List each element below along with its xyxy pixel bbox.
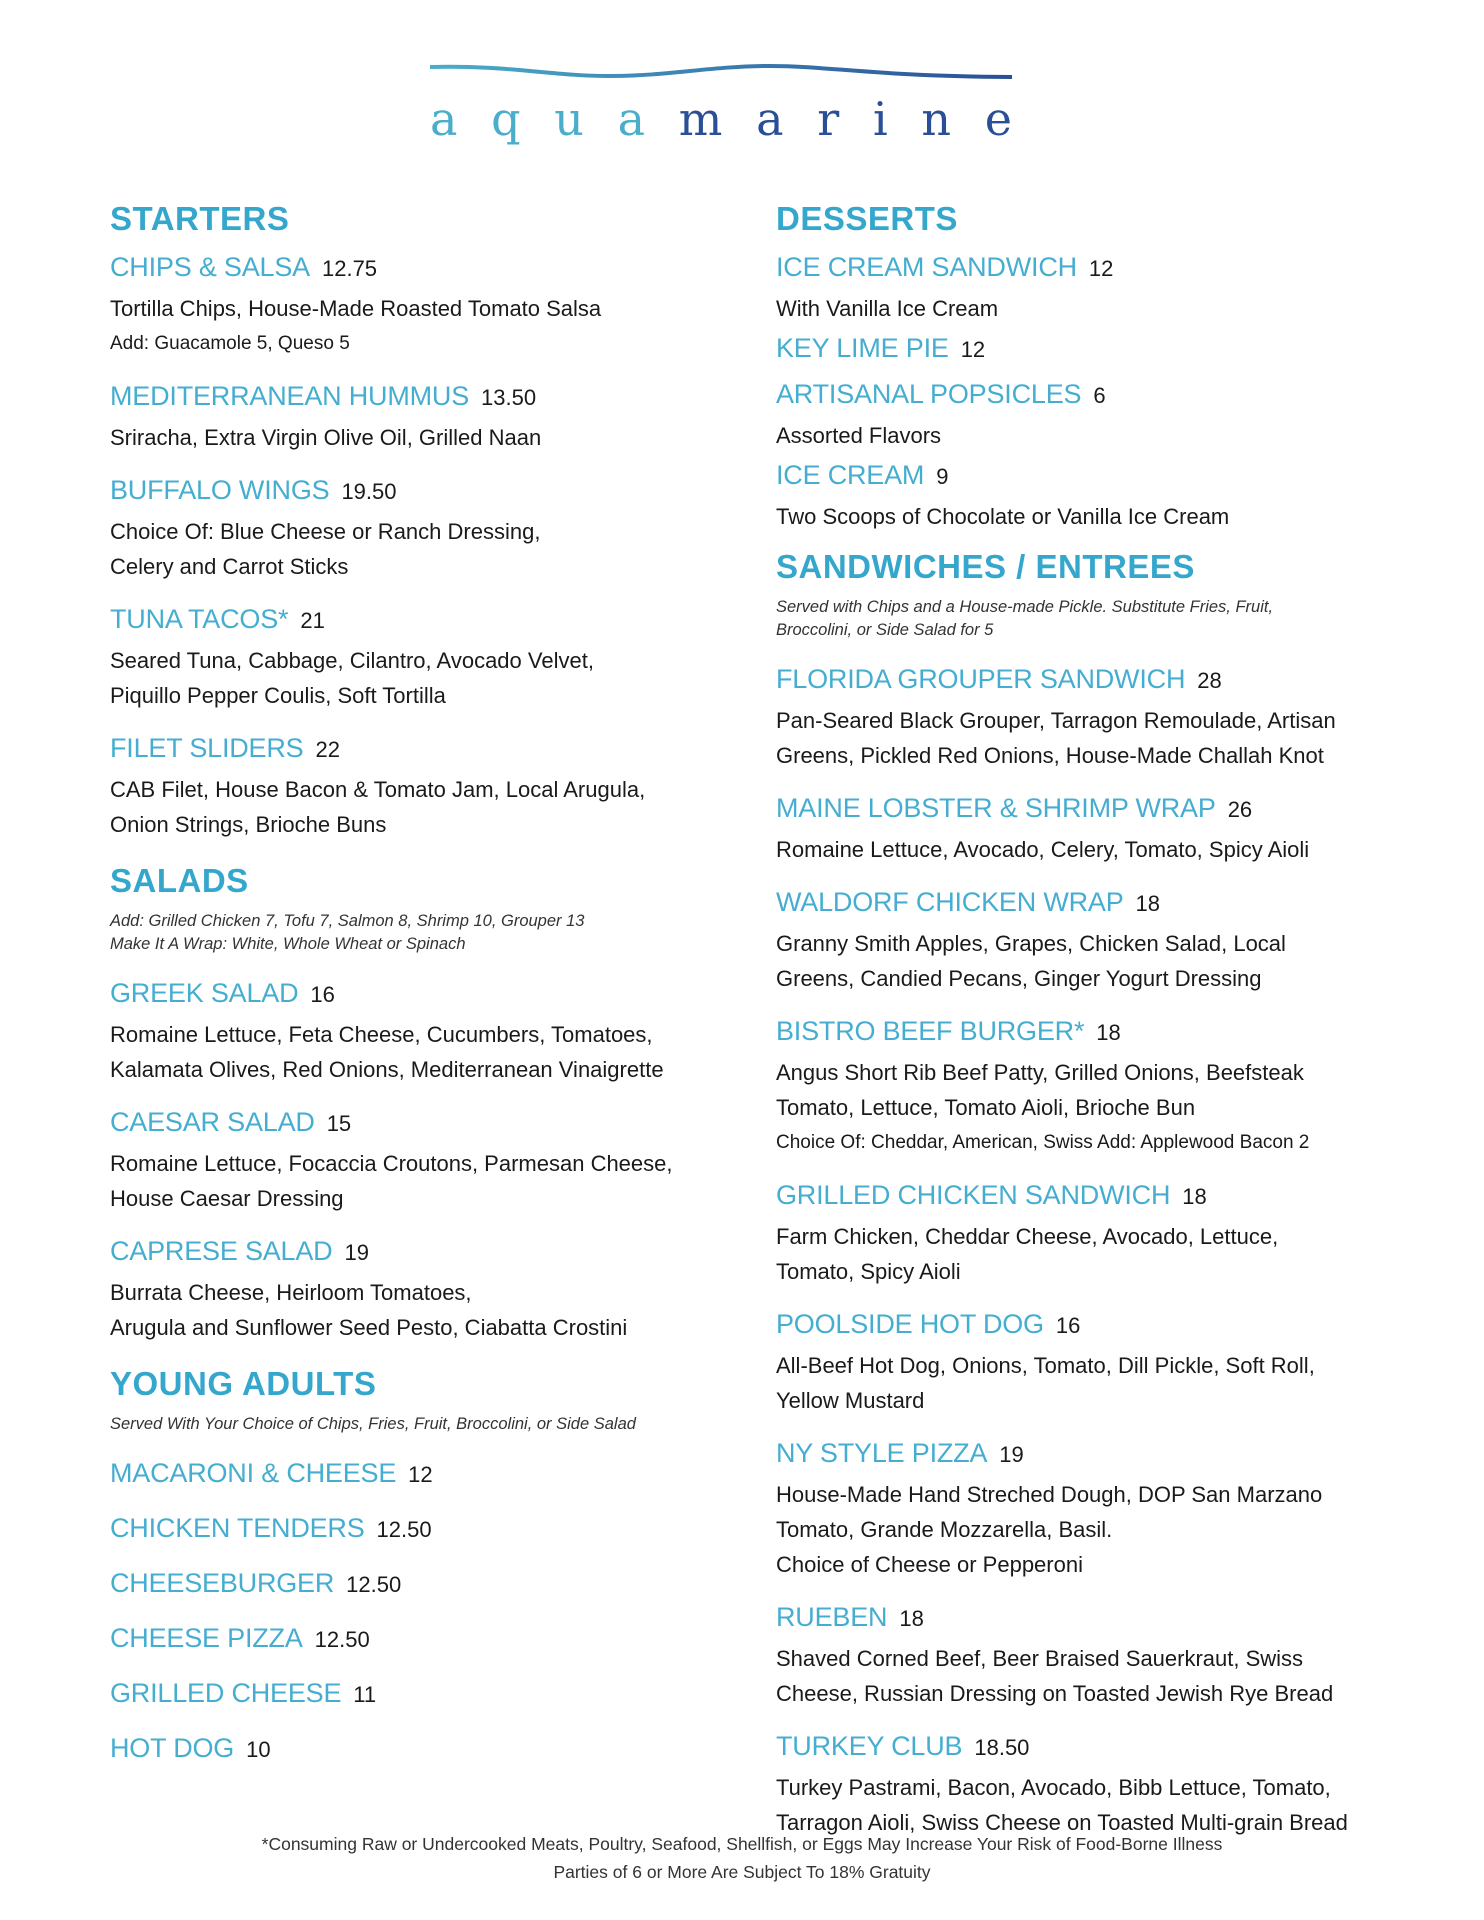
menu-item — [776, 248, 1456, 326]
item-description: Piquillo Pepper Coulis, Soft Tortilla — [110, 683, 446, 708]
note-line: Broccolini, or Side Salad for 5 — [776, 621, 994, 639]
item-header — [110, 1103, 750, 1146]
item-header — [110, 1454, 750, 1497]
menu-item — [776, 660, 1456, 773]
item-price: 26 — [1227, 797, 1253, 822]
item-name: CHEESEBURGER — [110, 1568, 335, 1598]
item-description: Tomato, Lettuce, Tomato Aioli, Brioche Bun — [776, 1095, 1196, 1120]
menu-item — [110, 471, 750, 584]
item-description: House-Made Hand Streched Dough, DOP San Marzano — [776, 1482, 1323, 1507]
item-header — [110, 1232, 750, 1275]
item-description: Greens, Pickled Red Onions, House-Made Challah Knot — [776, 743, 1324, 768]
item-header — [776, 248, 1456, 291]
section-title: YOUNG ADULTS — [110, 1365, 377, 1402]
item-name: NY STYLE PIZZA — [776, 1438, 988, 1468]
item-header — [776, 789, 1456, 832]
item-description: Yellow Mustard — [776, 1388, 925, 1413]
menu-item — [110, 974, 750, 1087]
item-price: 6 — [1093, 383, 1106, 408]
logo-wordmark — [430, 92, 1012, 146]
item-description: Celery and Carrot Sticks — [110, 554, 349, 579]
item-price: 28 — [1197, 668, 1222, 693]
logo-letter: u — [554, 92, 584, 146]
note-line: Add: Grilled Chicken 7, Tofu 7, Salmon 8, Shrimp 10, Grouper 13 — [110, 912, 585, 930]
item-name: BUFFALO WINGS — [110, 475, 330, 505]
item-description: Greens, Candied Pecans, Ginger Yogurt Dressing — [776, 966, 1262, 991]
item-name: TURKEY CLUB — [776, 1731, 963, 1761]
item-header — [110, 600, 750, 643]
menu-item — [110, 377, 750, 455]
menu-item — [776, 375, 1456, 453]
menu-item — [776, 1176, 1456, 1289]
section-title: SALADS — [110, 862, 249, 899]
item-description: Tomato, Grande Mozzarella, Basil. — [776, 1517, 1113, 1542]
menu-section — [110, 858, 750, 1345]
item-price: 9 — [936, 464, 949, 489]
item-description: Tomato, Spicy Aioli — [776, 1259, 961, 1284]
item-description: All-Beef Hot Dog, Onions, Tomato, Dill Pickle, Soft Roll, — [776, 1353, 1315, 1378]
item-price: 18 — [1182, 1184, 1207, 1209]
item-header — [110, 729, 750, 772]
item-description: Pan-Seared Black Grouper, Tarragon Remoulade, Artisan — [776, 708, 1336, 733]
item-name: MACARONI & CHEESE — [110, 1458, 397, 1488]
item-name: MEDITERRANEAN HUMMUS — [110, 381, 470, 411]
item-header — [776, 883, 1456, 926]
item-header — [110, 1619, 750, 1662]
logo-letter: r — [817, 92, 840, 146]
menu-item — [776, 329, 1456, 372]
item-header — [110, 248, 750, 291]
item-price: 12.75 — [321, 256, 378, 281]
item-name: KEY LIME PIE — [776, 333, 949, 363]
menu-item — [776, 1012, 1456, 1160]
footer-gratuity: Parties of 6 or More Are Subject To 18% Gratuity — [553, 1862, 931, 1882]
item-price: 19.50 — [341, 479, 397, 504]
item-description: Two Scoops of Chocolate or Vanilla Ice Cream — [776, 504, 1230, 529]
menu-item — [776, 883, 1456, 996]
item-description: Assorted Flavors — [776, 423, 942, 448]
item-name: TUNA TACOS* — [110, 604, 289, 634]
item-price: 10 — [246, 1737, 271, 1762]
item-description: Shaved Corned Beef, Beer Braised Sauerkraut, Swiss — [776, 1646, 1304, 1671]
item-name: FILET SLIDERS — [110, 733, 304, 763]
item-header — [110, 1564, 750, 1607]
item-name: CAPRESE SALAD — [110, 1236, 333, 1266]
item-price: 19 — [344, 1240, 369, 1265]
logo-letter: i — [872, 92, 888, 146]
menu-item — [110, 1619, 750, 1662]
item-header — [776, 1305, 1456, 1348]
section-title: DESSERTS — [776, 200, 958, 237]
note-line: Served with Chips and a House-made Pickle. Substitute Fries, Fruit, — [776, 598, 1274, 616]
menu-item — [110, 1103, 750, 1216]
item-description: Turkey Pastrami, Bacon, Avocado, Bibb Lettuce, Tomato, — [776, 1775, 1331, 1800]
menu-item — [110, 248, 750, 361]
item-name: GREEK SALAD — [110, 978, 299, 1008]
menu-item — [110, 729, 750, 842]
note-line: Make It A Wrap: White, Whole Wheat or Spinach — [110, 935, 466, 953]
item-price: 18 — [899, 1606, 924, 1631]
item-description: CAB Filet, House Bacon & Tomato Jam, Local Arugula, — [110, 777, 646, 802]
item-description: Romaine Lettuce, Avocado, Celery, Tomato, Spicy Aioli — [776, 837, 1310, 862]
item-header — [110, 974, 750, 1017]
item-name: CAESAR SALAD — [110, 1107, 315, 1137]
item-description: Choice of Cheese or Pepperoni — [776, 1552, 1083, 1577]
logo-letter: n — [921, 92, 952, 146]
item-name: FLORIDA GROUPER SANDWICH — [776, 664, 1186, 694]
item-price: 12 — [408, 1462, 433, 1487]
footer-disclaimer: *Consuming Raw or Undercooked Meats, Poultry, Seafood, Shellfish, or Eggs May Increase Your Risk of Food-Borne Illness — [261, 1834, 1223, 1854]
menu-item — [776, 456, 1456, 534]
menu-item — [110, 1729, 750, 1772]
item-header — [110, 1729, 750, 1772]
menu-section — [110, 1361, 750, 1772]
item-description: Tarragon Aioli, Swiss Cheese on Toasted Multi-grain Bread — [776, 1810, 1348, 1835]
menu-item — [776, 1727, 1456, 1840]
item-header — [776, 456, 1456, 499]
item-header — [776, 1176, 1456, 1219]
section-note — [110, 1413, 750, 1436]
item-description: Romaine Lettuce, Feta Cheese, Cucumbers, Tomatoes, — [110, 1022, 653, 1047]
item-description: House Caesar Dressing — [110, 1186, 344, 1211]
item-price: 15 — [326, 1111, 352, 1136]
item-description: Seared Tuna, Cabbage, Cilantro, Avocado Velvet, — [110, 648, 594, 673]
item-name: MAINE LOBSTER & SHRIMP WRAP — [776, 793, 1216, 823]
item-name: ICE CREAM SANDWICH — [776, 252, 1077, 282]
item-name: CHEESE PIZZA — [110, 1623, 303, 1653]
item-description: Sriracha, Extra Virgin Olive Oil, Grilled Naan — [110, 425, 542, 450]
item-price: 16 — [310, 982, 335, 1007]
item-description: Onion Strings, Brioche Buns — [110, 812, 387, 837]
item-price: 18.50 — [974, 1735, 1030, 1760]
item-description: Farm Chicken, Cheddar Cheese, Avocado, Lettuce, — [776, 1224, 1279, 1249]
item-description: With Vanilla Ice Cream — [776, 296, 999, 321]
item-description: Granny Smith Apples, Grapes, Chicken Salad, Local — [776, 931, 1286, 956]
item-header — [110, 1674, 750, 1717]
menu-item — [110, 1674, 750, 1717]
right-column — [776, 196, 1456, 1856]
item-header — [776, 1012, 1456, 1055]
item-price: 22 — [315, 737, 340, 762]
item-description: Angus Short Rib Beef Patty, Grilled Onions, Beefsteak — [776, 1060, 1304, 1085]
item-price: 18 — [1135, 891, 1160, 916]
menu-item — [776, 1305, 1456, 1418]
logo-letter: a — [617, 92, 646, 146]
menu-item — [110, 1232, 750, 1345]
menu-item — [776, 1598, 1456, 1711]
logo-letter: q — [491, 92, 521, 146]
item-price: 21 — [300, 608, 325, 633]
item-price: 12.50 — [376, 1517, 432, 1542]
item-header — [776, 1727, 1456, 1770]
logo-letter: a — [430, 92, 458, 146]
item-name: GRILLED CHEESE — [110, 1678, 342, 1708]
item-price: 13.50 — [481, 385, 537, 410]
logo-letter: m — [678, 92, 723, 146]
menu-item — [110, 600, 750, 713]
item-description: Burrata Cheese, Heirloom Tomatoes, — [110, 1280, 472, 1305]
menu-item — [110, 1564, 750, 1607]
item-name: RUEBEN — [776, 1602, 888, 1632]
item-addon: Add: Guacamole 5, Queso 5 — [110, 333, 350, 354]
item-header — [110, 1509, 750, 1552]
item-description: Tortilla Chips, House-Made Roasted Tomato Salsa — [110, 296, 602, 321]
menu-item — [776, 789, 1456, 867]
section-title: SANDWICHES / ENTREES — [776, 548, 1195, 585]
section-note — [110, 910, 750, 956]
item-name: ICE CREAM — [776, 460, 925, 490]
menu-item — [110, 1509, 750, 1552]
item-description: Choice Of: Blue Cheese or Ranch Dressing, — [110, 519, 541, 544]
logo — [430, 60, 1012, 160]
item-name: POOLSIDE HOT DOG — [776, 1309, 1044, 1339]
item-price: 18 — [1096, 1020, 1121, 1045]
footer — [0, 1830, 1484, 1886]
menu-section — [776, 196, 1456, 534]
item-price: 11 — [353, 1682, 377, 1707]
item-name: BISTRO BEEF BURGER* — [776, 1016, 1085, 1046]
item-name: HOT DOG — [110, 1733, 235, 1763]
menu-section — [776, 544, 1456, 1840]
item-name: CHIPS & SALSA — [110, 252, 310, 282]
section-title: STARTERS — [110, 200, 290, 237]
item-header — [776, 660, 1456, 703]
logo-letter: a — [756, 92, 784, 146]
menu-item — [776, 1434, 1456, 1582]
item-price: 19 — [999, 1442, 1024, 1467]
item-price: 16 — [1055, 1313, 1081, 1338]
item-header — [776, 375, 1456, 418]
item-description: Arugula and Sunflower Seed Pesto, Ciabatta Crostini — [110, 1315, 628, 1340]
item-header — [776, 1598, 1456, 1641]
logo-letter: e — [984, 92, 1012, 146]
menu-section — [110, 196, 750, 842]
item-name: GRILLED CHICKEN SANDWICH — [776, 1180, 1171, 1210]
item-price: 12.50 — [314, 1627, 370, 1652]
item-description: Cheese, Russian Dressing on Toasted Jewish Rye Bread — [776, 1681, 1334, 1706]
item-header — [776, 329, 1456, 372]
wave-icon — [430, 60, 1012, 90]
menu-item — [110, 1454, 750, 1497]
item-header — [776, 1434, 1456, 1477]
item-price: 12 — [1088, 256, 1114, 281]
item-name: ARTISANAL POPSICLES — [776, 379, 1082, 409]
item-header — [110, 377, 750, 420]
item-description: Romaine Lettuce, Focaccia Croutons, Parmesan Cheese, — [110, 1151, 673, 1176]
left-column — [110, 196, 750, 1784]
item-name: CHICKEN TENDERS — [110, 1513, 365, 1543]
item-price: 12.50 — [346, 1572, 402, 1597]
item-name: WALDORF CHICKEN WRAP — [776, 887, 1124, 917]
item-price: 12 — [960, 337, 986, 362]
note-line: Served With Your Choice of Chips, Fries, Fruit, Broccolini, or Side Salad — [110, 1415, 636, 1433]
item-addon: Choice Of: Cheddar, American, Swiss Add: Applewood Bacon 2 — [776, 1132, 1310, 1153]
item-header — [110, 471, 750, 514]
section-note — [776, 596, 1456, 642]
item-description: Kalamata Olives, Red Onions, Mediterranean Vinaigrette — [110, 1057, 664, 1082]
